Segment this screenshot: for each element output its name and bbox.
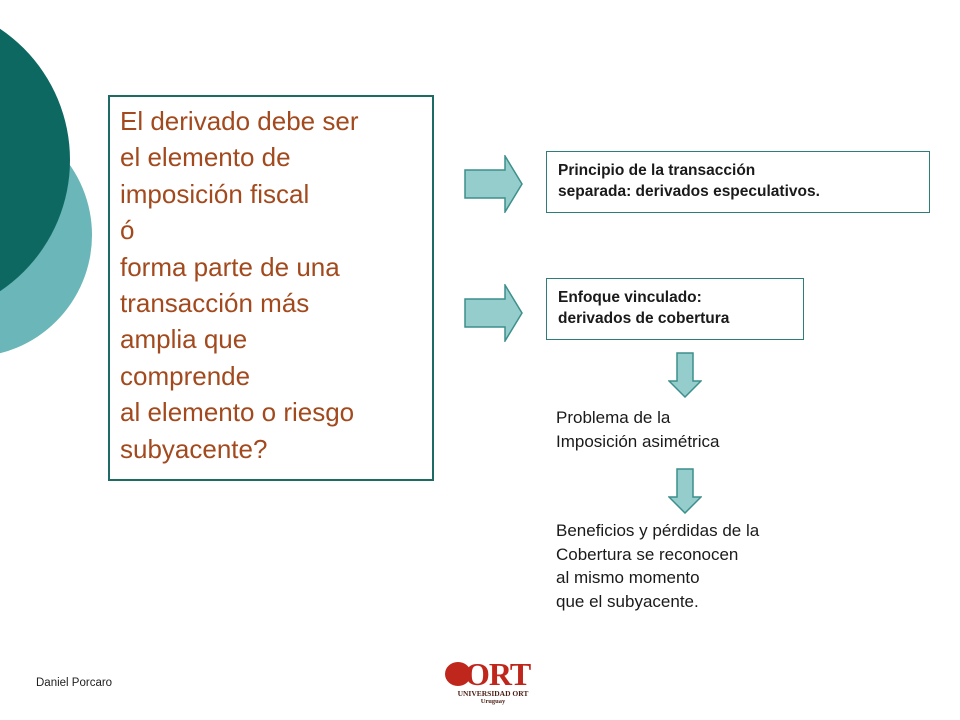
transaction-principle-box — [546, 151, 930, 213]
box-line: Principio de la transacción — [558, 162, 756, 179]
text-line: Beneficios y pérdidas de la — [556, 521, 760, 540]
ort-logo — [445, 658, 540, 706]
text-line: que el subyacente. — [556, 591, 699, 611]
logo-country: Uruguay — [480, 698, 506, 705]
logo-wordmark: ORT — [465, 656, 531, 692]
question-line: el elemento de — [120, 142, 291, 173]
question-line: ó — [120, 215, 135, 246]
text-line: Problema de la — [556, 408, 671, 427]
text-line: Imposición asimétrica — [556, 431, 720, 451]
question-line: imposición fiscal — [120, 178, 310, 209]
question-line: al elemento o riesgo — [120, 397, 355, 428]
arrow-down-icon — [668, 352, 702, 398]
text-line: Cobertura se reconocen — [556, 544, 739, 564]
box-line: separada: derivados especulativos. — [558, 183, 820, 200]
text-line: al mismo momento — [556, 568, 700, 587]
question-box — [108, 95, 434, 481]
question-line: forma parte de una — [120, 251, 340, 282]
logo-university: UNIVERSIDAD ORT — [457, 689, 529, 698]
author-name: Daniel Porcaro — [36, 677, 113, 689]
asymmetric-taxation-text — [556, 406, 719, 453]
question-line: comprende — [120, 360, 251, 391]
box-line: derivados de cobertura — [558, 310, 730, 327]
hedge-recognition-text — [556, 519, 759, 613]
question-line: subyacente? — [120, 433, 268, 464]
question-line: amplia que — [120, 324, 248, 355]
box-line: Enfoque vinculado: — [558, 289, 702, 306]
arrow-right-icon — [464, 284, 524, 342]
question-line: El derivado debe ser — [120, 106, 359, 136]
arrow-right-icon — [464, 155, 524, 213]
question-line: transacción más — [120, 288, 310, 319]
linked-approach-box — [546, 278, 804, 340]
arrow-down-icon — [668, 468, 702, 514]
